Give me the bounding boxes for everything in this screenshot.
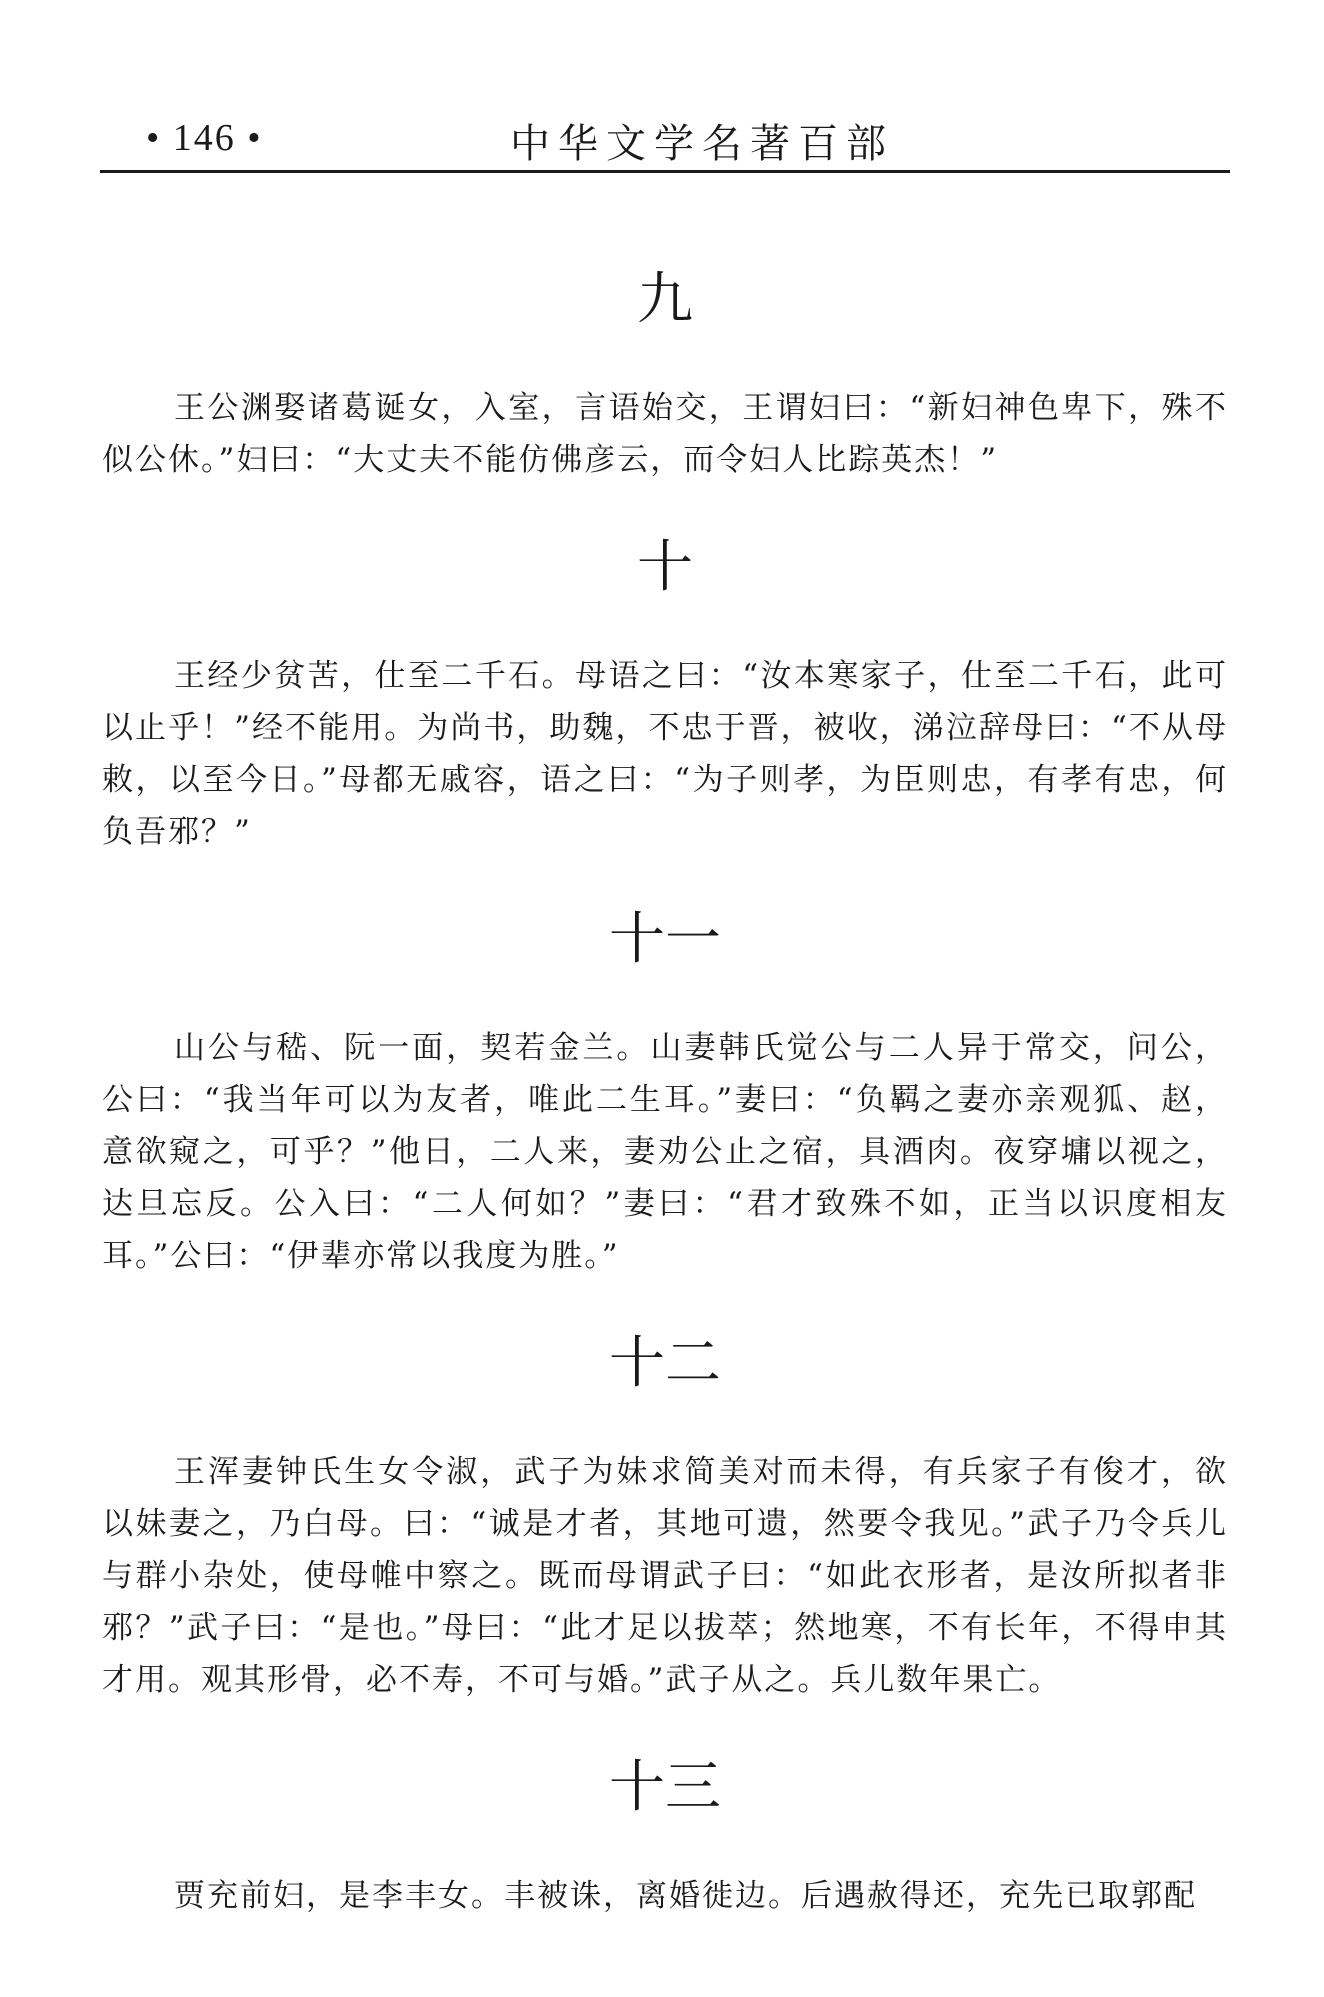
section-title: 十 <box>637 535 693 600</box>
section-title: 十三 <box>609 1755 721 1820</box>
page-body <box>102 262 1228 1922</box>
section-11 <box>102 902 1228 1282</box>
section-12 <box>102 1326 1228 1706</box>
section-text: 王浑妻钟氏生女令淑，武子为妹求简美对而未得，有兵家子有俊才，欲以妹妻之，乃白母。曰：“诚是才者，其地可遗，然要令我见。”武子乃令兵儿与群小杂处，使母帷中察之。既而母谓武子曰：“如此衣形者，是汝所拟者非邪？”武子曰：“是也。”母曰：“此才足以拔萃；然地寒，不有长年，不得申其才用。观其形骨，必不寿，不可与婚。”武子从之。兵儿数年果亡。 <box>102 1454 1228 1698</box>
section-13 <box>102 1750 1228 1922</box>
header-rule <box>100 170 1230 173</box>
page-number: • 146 • <box>146 117 263 159</box>
section-10 <box>102 530 1228 858</box>
section-text: 王经少贫苦，仕至二千石。母语之曰：“汝本寒家子，仕至二千石，此可以止乎！”经不能用。为尚书，助魏，不忠于晋，被收，涕泣辞母曰：“不从母敕，以至今日。”母都无戚容，语之曰：“为子则孝，为臣则忠，有孝有忠，何负吾邪？” <box>102 658 1228 850</box>
section-text: 贾充前妇，是李丰女。丰被诛，离婚徙边。后遇赦得还，充先已取郭配 <box>174 1878 1197 1914</box>
section-9 <box>102 262 1228 486</box>
page-header <box>100 108 1228 170</box>
section-title: 十二 <box>609 1331 721 1396</box>
section-title: 十一 <box>609 907 721 972</box>
section-title: 九 <box>637 267 693 332</box>
running-title: 中华文学名著百部 <box>510 121 894 167</box>
section-text: 王公渊娶诸葛诞女，入室，言语始交，王谓妇曰：“新妇神色卑下，殊不似公休。”妇曰：“大丈夫不能仿佛彦云，而令妇人比踪英杰！” <box>102 390 1228 478</box>
section-text: 山公与嵇、阮一面，契若金兰。山妻韩氏觉公与二人异于常交，问公，公曰：“我当年可以为友者，唯此二生耳。”妻曰：“负羁之妻亦亲观狐、赵，意欲窥之，可乎？”他日，二人来，妻劝公止之宿，具酒肉。夜穿墉以视之，达旦忘反。公入曰：“二人何如？”妻曰：“君才致殊不如，正当以识度相友耳。”公曰：“伊辈亦常以我度为胜。” <box>102 1030 1228 1274</box>
